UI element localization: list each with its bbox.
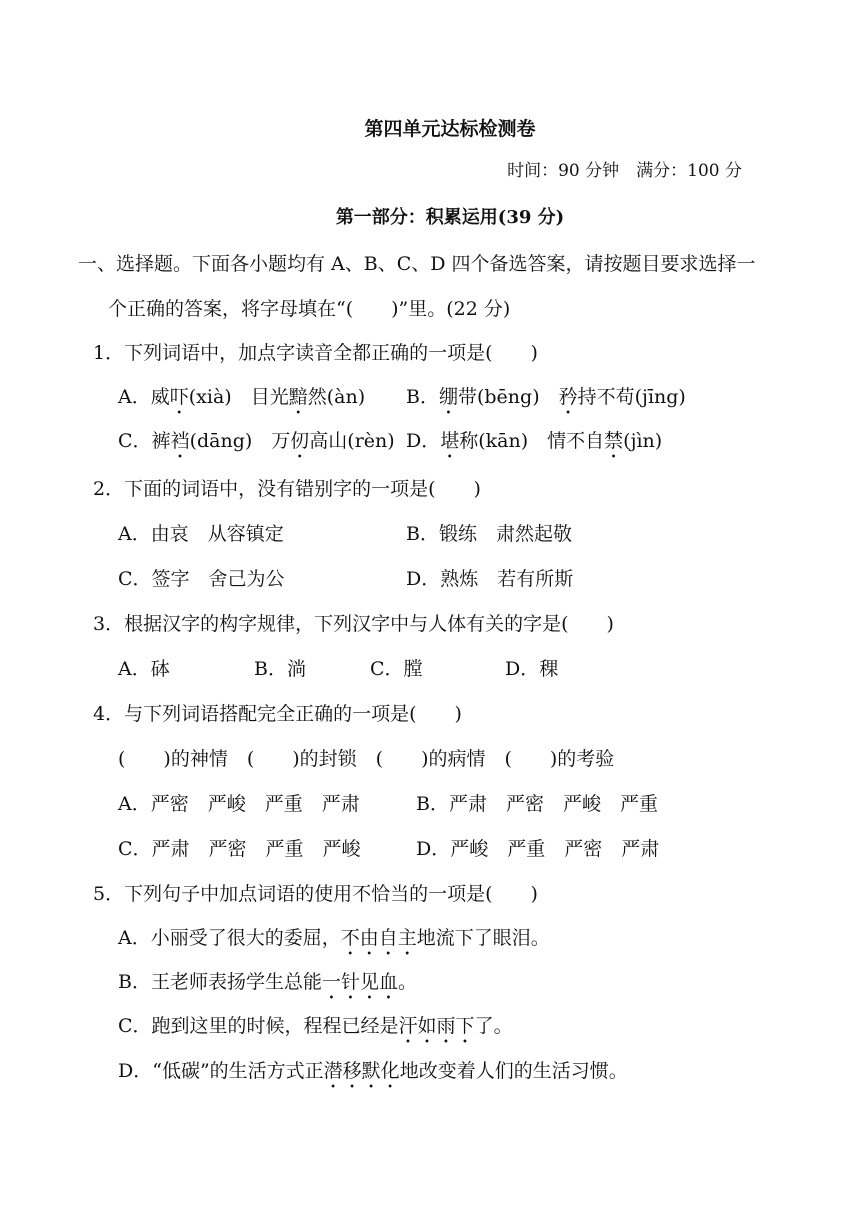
- part-heading: 第一部分：积累运用(39 分): [335, 207, 565, 228]
- exam-meta: 时间：90 分钟 满分：100 分: [507, 161, 742, 181]
- question-2-option-c: C．签字 舍己为公: [118, 568, 285, 590]
- question-4-option-a: A．严密 严峻 严重 严肃: [118, 793, 360, 815]
- question-5-option-b: B．王老师表扬学生总能一针见血。: [118, 971, 417, 993]
- question-2-stem: 2．下面的词语中，没有错别字的一项是( ): [93, 478, 481, 500]
- question-1-option-c: C．裤裆(dāng) 万仞高山(rèn): [118, 430, 395, 452]
- question-3-option-b: B．淌: [254, 658, 306, 680]
- question-5-option-d: D．“低碳”的生活方式正潜移默化地改变着人们的生活习惯。: [118, 1060, 628, 1082]
- exam-title: 第四单元达标检测卷: [364, 118, 536, 140]
- question-3-option-a: A．砵: [118, 658, 170, 680]
- question-3-stem: 3．根据汉字的构字规律，下列汉字中与人体有关的字是( ): [93, 613, 614, 635]
- question-3-option-c: C．膛: [370, 658, 423, 680]
- question-5-option-c: C．跑到这里的时候，程程已经是汗如雨下了。: [118, 1015, 513, 1037]
- question-2-option-a: A．由哀 从容镇定: [118, 523, 284, 545]
- section-instruction-line1: 一、选择题。下面各小题均有 A、B、C、D 四个备选答案，请按题目要求选择一: [78, 253, 756, 275]
- question-4-blanks: ( )的神情 ( )的封锁 ( )的病情 ( )的考验: [118, 748, 615, 770]
- question-1-option-d: D．堪称(kān) 情不自禁(jìn): [406, 430, 663, 452]
- question-3-option-d: D．稞: [505, 658, 559, 680]
- section-instruction-line2: 个正确的答案，将字母填在“( )”里。(22 分): [108, 298, 511, 320]
- question-1-option-a: A．威吓(xià) 目光黯然(àn): [118, 386, 366, 408]
- question-4-stem: 4．与下列词语搭配完全正确的一项是( ): [93, 703, 462, 725]
- question-1-stem: 1．下列词语中，加点字读音全都正确的一项是( ): [93, 342, 538, 364]
- question-2-option-d: D．熟炼 若有所斯: [406, 568, 574, 590]
- question-5-stem: 5．下列句子中加点词语的使用不恰当的一项是( ): [93, 883, 538, 905]
- question-4-option-b: B．严肃 严密 严峻 严重: [416, 793, 658, 815]
- question-2-option-b: B．锻练 肃然起敬: [406, 523, 572, 545]
- question-4-option-d: D．严峻 严重 严密 严肃: [416, 838, 660, 860]
- question-4-option-c: C．严肃 严密 严重 严峻: [118, 838, 361, 860]
- question-1-option-b: B．绷带(bēng) 矜持不苟(jīng): [406, 386, 686, 408]
- question-5-option-a: A．小丽受了很大的委屈，不由自主地流下了眼泪。: [118, 927, 550, 949]
